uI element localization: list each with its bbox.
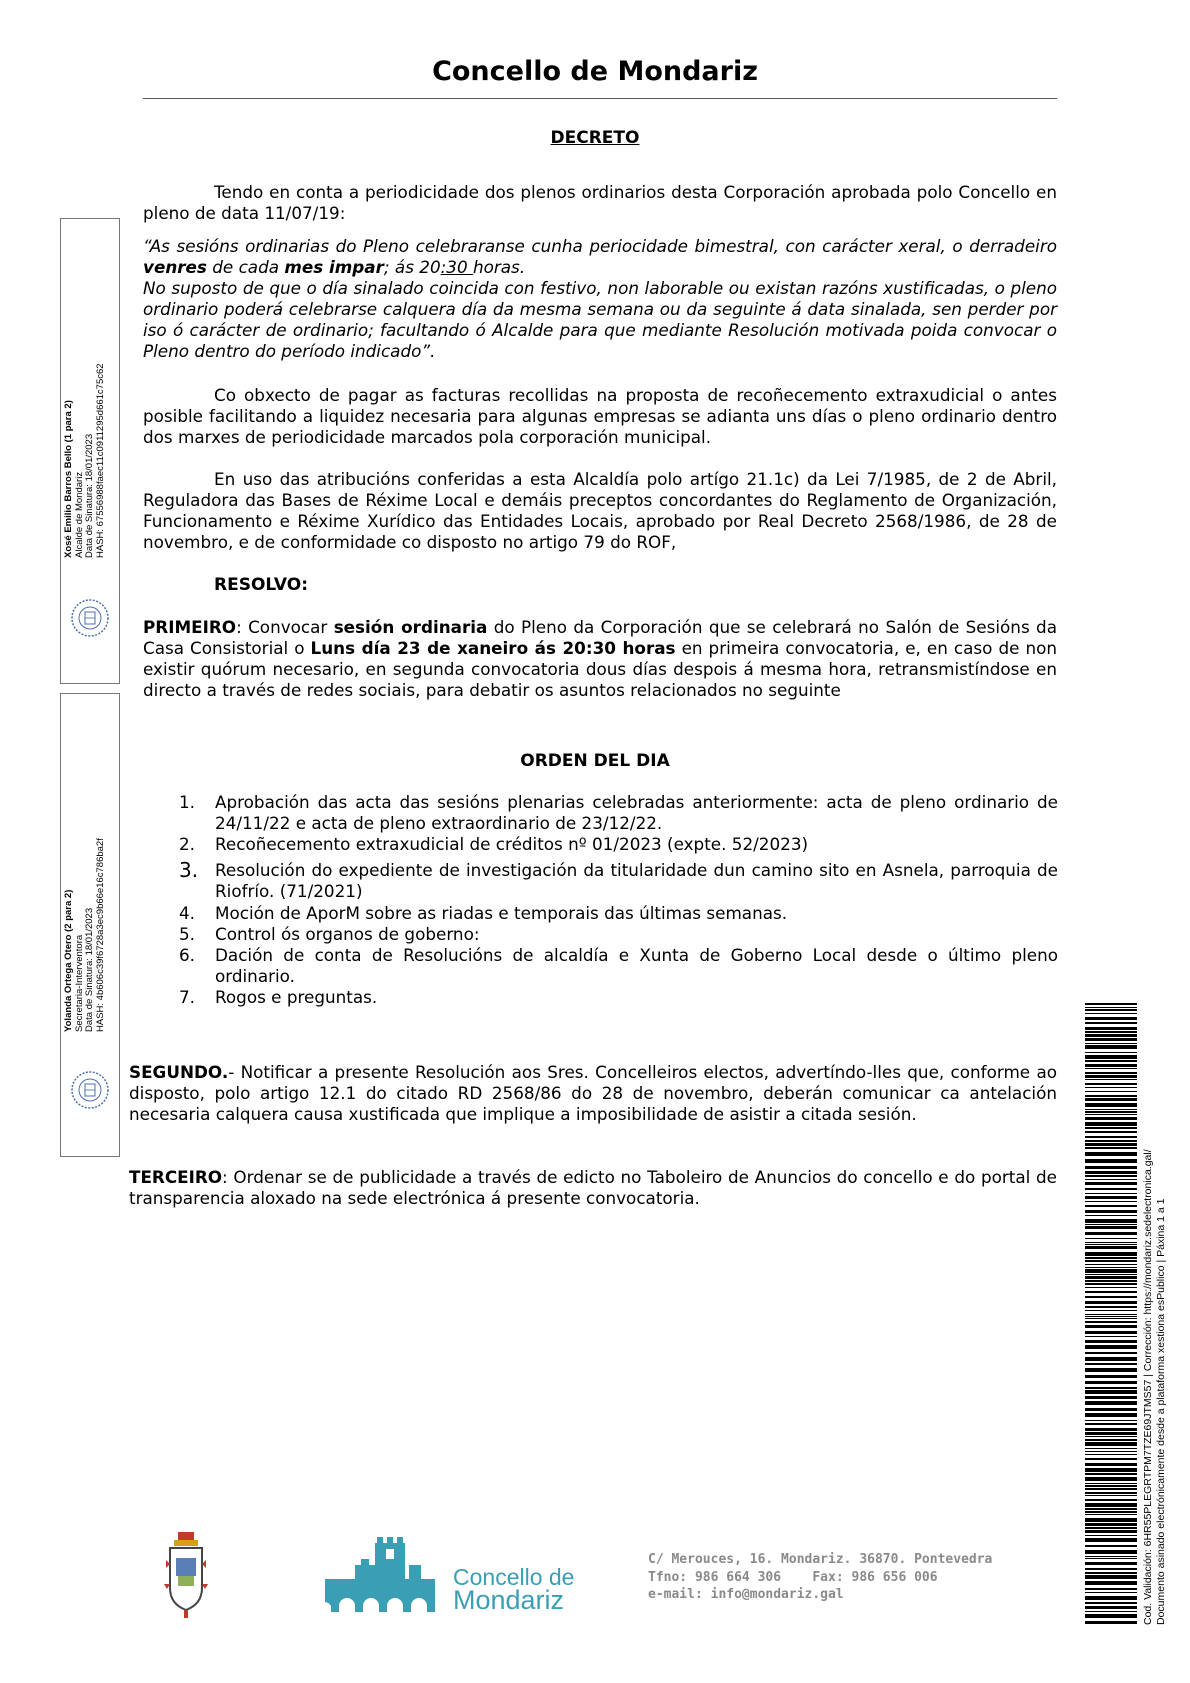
primeiro-text: : Convocar xyxy=(236,617,334,637)
primeiro-text: do Pleno da Corporación que se celebrará no Salón de Sesións da Casa Consistorial o xyxy=(143,617,1057,658)
quote-text: de cada xyxy=(206,257,285,277)
agenda-item-text: Moción de AporM sobre as riadas e temporais das últimas semanas. xyxy=(215,903,788,923)
terceiro-paragraph xyxy=(129,1167,1057,1209)
primeiro-label: PRIMEIRO xyxy=(143,617,237,637)
page-title: Concello de Mondariz xyxy=(432,56,758,87)
contact-info xyxy=(648,1551,992,1604)
agenda-item xyxy=(179,924,1058,945)
agenda-item xyxy=(179,903,1058,924)
validation-line: Cod. Validación: 6HR55PLEGRTPM7TZE69JTMS57 | Corrección: https://mondariz.sedelectronica.gal/ xyxy=(1142,1149,1154,1625)
agenda-item-number: 2. xyxy=(179,834,196,854)
intro-paragraph: Tendo en conta a periodicidade dos plenos ordinarios desta Corporación aprobada polo Concello en pleno de data 11/07/19: xyxy=(143,182,1057,223)
agenda-item-number: 5. xyxy=(179,924,196,944)
signature-hash: HASH: 4b606c39f6728a3ec9b66e16c786ba2f xyxy=(94,838,106,1032)
email: e-mail: info@mondariz.gal xyxy=(648,1587,844,1602)
barcode-icon xyxy=(1085,1003,1137,1628)
agenda-item-text: Rogos e preguntas. xyxy=(215,987,378,1007)
primeiro-paragraph xyxy=(143,617,1057,701)
agenda-item xyxy=(179,860,1058,902)
terceiro-text: : Ordenar se de publicidade a través de edicto no Taboleiro de Anuncios do concello e do portal de transparencia aloxado na sede electrónica á presente convocatoria. xyxy=(129,1167,1057,1208)
official-seal-icon xyxy=(70,1070,110,1110)
terceiro-label: TERCEIRO xyxy=(129,1167,223,1187)
official-seal-icon xyxy=(70,598,110,638)
concello-logo-icon xyxy=(325,1535,450,1612)
signer-name: Xosé Emilio Barros Bello (1 para 2) xyxy=(63,400,74,558)
municipal-crest-icon xyxy=(162,1530,210,1620)
agenda-item-text: Dación de conta de Resolucións de alcaldía e Xunta de Goberno Local desde o último pleno ordinario. xyxy=(215,945,1058,986)
signer-name: Yolanda Ortega Otero (2 para 2) xyxy=(63,889,74,1032)
agenda-item xyxy=(179,834,1058,855)
segundo-label: SEGUNDO. xyxy=(129,1062,229,1082)
phone-fax: Tfno: 986 664 306 Fax: 986 656 006 xyxy=(648,1569,938,1585)
agenda-item-text: Aprobación das acta das sesións plenarias celebradas anteriormente: acta de pleno ordinario de 24/11/22 e acta de pleno extraordinario de 23/12/22. xyxy=(215,792,1058,833)
signature-date: Data de Sinatura: 18/01/2023 xyxy=(84,907,95,1032)
logo-line: Mondariz xyxy=(453,1585,565,1615)
primeiro-bold-date: Luns día 23 de xaneiro ás 20:30 horas xyxy=(310,638,676,658)
agenda-item-text: Recoñecemento extraxudicial de créditos nº 01/2023 (expte. 52/2023) xyxy=(215,834,809,854)
agenda-item-number: 1. xyxy=(179,792,196,812)
signature-hash: HASH: 67556988faec11c0911295d661c75c62 xyxy=(94,363,106,558)
signer-role: Alcalde de Mondariz xyxy=(73,471,85,558)
agenda-title: ORDEN DEL DIA xyxy=(520,751,670,771)
primeiro-bold: sesión ordinaria xyxy=(333,617,488,637)
header-divider xyxy=(143,98,1057,99)
segundo-text: - Notificar a presente Resolución aos Sres. Concelleiros electos, advertíndo-lles que, conforme ao disposto, polo artigo 12.1 do citado RD 2568/86 do 28 de novembro, deberán comunicar ca antelación necesaria calquera causa xustificada que implique a imposibilidade de asistir a citada sesión. xyxy=(129,1062,1057,1124)
purpose-paragraph: Co obxecto de pagar as facturas recollidas na proposta de recoñecemento extraxudicial o antes posible facilitando a liquidez necesaria para algunas empresas se adianta uns días o pleno ordinario dentro dos marxes de periodicidade marcados pola corporación municipal. xyxy=(143,385,1057,447)
quote-text: “As sesións ordinarias do Pleno celebraranse cunha periocidade bimestral, con carácter xeral, o derradeiro xyxy=(143,236,1057,256)
logo-wordmark xyxy=(453,1564,575,1615)
agenda-item-number: 3. xyxy=(179,858,199,882)
address: C/ Merouces, 16. Mondariz. 36870. Pontevedra xyxy=(648,1552,993,1567)
quoted-regulation xyxy=(143,236,1057,362)
segundo-paragraph xyxy=(129,1062,1057,1125)
agenda-item-text: Control ós organos de goberno: xyxy=(215,924,480,944)
agenda-item xyxy=(179,987,1058,1008)
signature-date: Data de Sinatura: 18/01/2023 xyxy=(84,433,95,558)
primeiro-text: en primeira convocatoria, e, en caso de non existir quórum necesario, en segunda convocatoria dous días despois á mesma hora, retransmistíndose en directo a través de redes sociais, para debatir os asuntos relacionados no seguinte xyxy=(143,638,1057,700)
quote-bold-mes-impar: mes impar xyxy=(284,257,384,277)
agenda-item xyxy=(179,945,1058,987)
resolvo-heading: RESOLVO: xyxy=(214,575,308,595)
signer-role: Secretaria-Interventora xyxy=(73,934,85,1032)
validation-line: Documento asinado electrónicamente desde a plataforma xestiona esPublico | Páxina 1 a 1 xyxy=(1154,1198,1167,1625)
logo-line: Concello de xyxy=(453,1564,575,1590)
signature-details xyxy=(64,838,106,1032)
agenda-item-text: Resolución do expediente de investigación da titularidade dun camino sito en Asnela, parroquia de Riofrío. (71/2021) xyxy=(215,860,1058,901)
legal-basis-paragraph: En uso das atribucións conferidas a esta Alcaldía polo artígo 21.1c) da Lei 7/1985, de 2 de Abril, Reguladora das Bases de Réxime Local e demáis preceptos concordantes do Reglamento de Organización, Funcionamento e Réxime Xurídico das Entidades Locais, aprobado por Real Decreto 2568/1986, de 28 de novembro, e de conformidade co disposto no artigo 79 do ROF, xyxy=(143,469,1057,552)
signature-details xyxy=(64,363,106,558)
validation-text xyxy=(1142,1149,1167,1625)
agenda-item xyxy=(179,792,1058,834)
agenda-item-number: 6. xyxy=(179,945,196,965)
agenda-item-number: 4. xyxy=(179,903,196,923)
agenda-item-number: 7. xyxy=(179,987,196,1007)
quote-text: ; ás 20 xyxy=(383,257,441,277)
quote-text: horas. xyxy=(472,257,526,277)
quote-text: No suposto de que o día sinalado coincida con festivo, non laborable ou existan razóns xustificadas, o pleno ordinario poderá celebrarse calquera día da mesma semana ou da seguinte á data sinalada, sen perder por iso ó carácter de ordinario; facultando ó Alcalde para que mediante Resolución motivada poida convocar o Pleno dentro do período indicado”. xyxy=(143,278,1057,361)
document-title: DECRETO xyxy=(550,128,640,148)
quote-bold-venres: venres xyxy=(143,257,207,277)
quote-underlined-time: :30 xyxy=(440,257,473,277)
